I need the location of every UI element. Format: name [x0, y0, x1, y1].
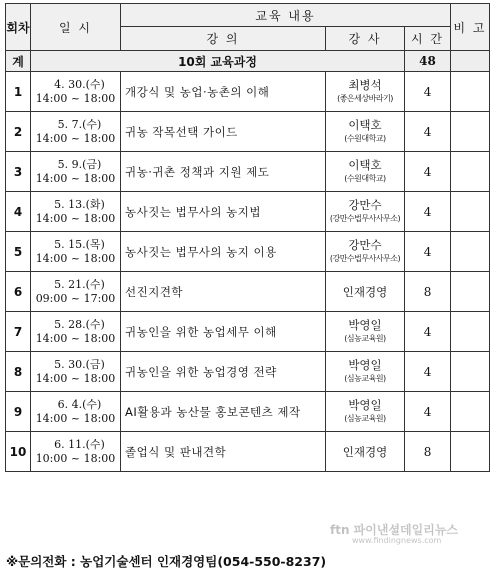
session-time: 14:00 ~ 18:00 [35, 211, 116, 225]
rows-body [6, 72, 490, 472]
session-date: 5. 9.(금) [57, 157, 102, 171]
session-datetime [31, 232, 121, 272]
instructor-cell [326, 352, 405, 392]
header-round: 회차 [6, 4, 31, 51]
lecture-title: 농사짓는 법무사의 농지 이용 [121, 232, 326, 272]
table-row [6, 352, 490, 392]
instructor-org: (좋은세상바라기) [337, 93, 393, 103]
lecture-title: AI활용과 농산물 홍보콘텐츠 제작 [121, 392, 326, 432]
round-number: 8 [6, 352, 31, 392]
session-date: 6. 4.(수) [57, 397, 102, 411]
header-content: 교육 내용 [121, 4, 451, 27]
session-hours: 4 [405, 72, 451, 112]
lecture-title: 농사짓는 법무사의 농지법 [121, 192, 326, 232]
remarks-cell [451, 272, 490, 312]
watermark: ftn 파이낸셜데일리뉴스 [330, 523, 459, 537]
instructor-name: 최병석 [348, 77, 382, 92]
round-number: 10 [6, 432, 31, 472]
instructor-name: 강만수 [348, 197, 382, 212]
session-hours: 4 [405, 192, 451, 232]
round-number: 7 [6, 312, 31, 352]
round-number: 5 [6, 232, 31, 272]
header-row-1 [6, 4, 490, 27]
instructor-cell [326, 112, 405, 152]
session-time: 10:00 ~ 18:00 [35, 451, 116, 465]
lecture-title: 귀농인을 위한 농업세무 이해 [121, 312, 326, 352]
instructor-name: 인재경영 [342, 445, 388, 459]
total-label: 계 [6, 51, 31, 72]
session-time: 09:00 ~ 17:00 [35, 291, 116, 305]
session-hours: 8 [405, 432, 451, 472]
round-number: 6 [6, 272, 31, 312]
instructor-cell [326, 152, 405, 192]
round-number: 1 [6, 72, 31, 112]
remarks-cell [451, 152, 490, 192]
instructor-org: (심농교육원) [344, 333, 386, 343]
instructor-org: (수원대학교) [344, 133, 386, 143]
round-number: 2 [6, 112, 31, 152]
table-row [6, 312, 490, 352]
table-row [6, 192, 490, 232]
session-datetime [31, 152, 121, 192]
table-row [6, 112, 490, 152]
session-hours: 4 [405, 352, 451, 392]
session-time: 14:00 ~ 18:00 [35, 91, 116, 105]
instructor-cell [326, 312, 405, 352]
instructor-cell [326, 192, 405, 232]
header-remarks: 비 고 [451, 4, 490, 51]
instructor-org: (수원대학교) [344, 173, 386, 183]
instructor-org: (강만수법무사사무소) [329, 253, 401, 263]
table-row [6, 432, 490, 472]
instructor-name: 강만수 [348, 237, 382, 252]
schedule-table [5, 3, 490, 472]
session-datetime [31, 352, 121, 392]
remarks-cell [451, 72, 490, 112]
round-number: 4 [6, 192, 31, 232]
session-time: 14:00 ~ 18:00 [35, 371, 116, 385]
remarks-cell [451, 112, 490, 152]
table-row [6, 152, 490, 192]
lecture-title: 귀농인을 위한 농업경영 전략 [121, 352, 326, 392]
instructor-org: (강만수법무사사무소) [329, 213, 401, 223]
lecture-title: 귀농 작목선택 가이드 [121, 112, 326, 152]
header-datetime: 일 시 [31, 4, 121, 51]
session-date: 5. 7.(수) [57, 117, 102, 131]
instructor-name: 박영일 [348, 397, 382, 412]
session-hours: 4 [405, 112, 451, 152]
lecture-title: 선진지견학 [121, 272, 326, 312]
remarks-cell [451, 312, 490, 352]
instructor-cell [326, 272, 405, 312]
session-datetime [31, 272, 121, 312]
session-time: 14:00 ~ 18:00 [35, 411, 116, 425]
table-row [6, 392, 490, 432]
table-row [6, 232, 490, 272]
session-hours: 8 [405, 272, 451, 312]
instructor-cell [326, 232, 405, 272]
session-datetime [31, 192, 121, 232]
total-summary: 10회 교육과정 [31, 51, 405, 72]
instructor-cell [326, 392, 405, 432]
session-hours: 4 [405, 312, 451, 352]
remarks-cell [451, 232, 490, 272]
total-row [6, 51, 490, 72]
instructor-name: 이택호 [348, 157, 382, 172]
remarks-cell [451, 352, 490, 392]
session-time: 14:00 ~ 18:00 [35, 171, 116, 185]
instructor-name: 박영일 [348, 357, 382, 372]
remarks-cell [451, 392, 490, 432]
remarks-cell [451, 432, 490, 472]
instructor-org: (심농교육원) [344, 413, 386, 423]
session-datetime [31, 392, 121, 432]
header-hours: 시 간 [405, 27, 451, 51]
lecture-title: 졸업식 및 판내견학 [121, 432, 326, 472]
instructor-cell [326, 432, 405, 472]
total-remarks [451, 51, 490, 72]
session-date: 5. 30.(금) [54, 357, 105, 371]
session-hours: 4 [405, 392, 451, 432]
session-date: 4. 30.(수) [54, 77, 105, 91]
session-datetime [31, 432, 121, 472]
round-number: 3 [6, 152, 31, 192]
session-time: 14:00 ~ 18:00 [35, 331, 116, 345]
instructor-name: 박영일 [348, 317, 382, 332]
session-datetime [31, 72, 121, 112]
session-date: 5. 28.(수) [54, 317, 105, 331]
session-date: 5. 15.(목) [54, 237, 105, 251]
session-hours: 4 [405, 152, 451, 192]
session-date: 6. 11.(수) [54, 437, 105, 451]
watermark-url: www.findingnews.com [352, 536, 442, 545]
session-datetime [31, 112, 121, 152]
session-time: 14:00 ~ 18:00 [35, 131, 116, 145]
header-instructor: 강 사 [326, 27, 405, 51]
remarks-cell [451, 192, 490, 232]
session-date: 5. 13.(화) [54, 197, 105, 211]
instructor-org: (심농교육원) [344, 373, 386, 383]
session-date: 5. 21.(수) [54, 277, 105, 291]
instructor-cell [326, 72, 405, 112]
lecture-title: 개강식 및 농업·농촌의 이해 [121, 72, 326, 112]
session-time: 14:00 ~ 18:00 [35, 251, 116, 265]
lecture-title: 귀농·귀촌 정책과 지원 제도 [121, 152, 326, 192]
session-datetime [31, 312, 121, 352]
contact-footer: ※문의전화 : 농업기술센터 인재경영팀(054-550-8237) [6, 554, 327, 569]
instructor-name: 이택호 [348, 117, 382, 132]
header-lecture: 강 의 [121, 27, 326, 51]
round-number: 9 [6, 392, 31, 432]
table-row [6, 72, 490, 112]
table-row [6, 272, 490, 312]
total-hours: 48 [405, 51, 451, 72]
session-hours: 4 [405, 232, 451, 272]
instructor-name: 인재경영 [342, 285, 388, 299]
